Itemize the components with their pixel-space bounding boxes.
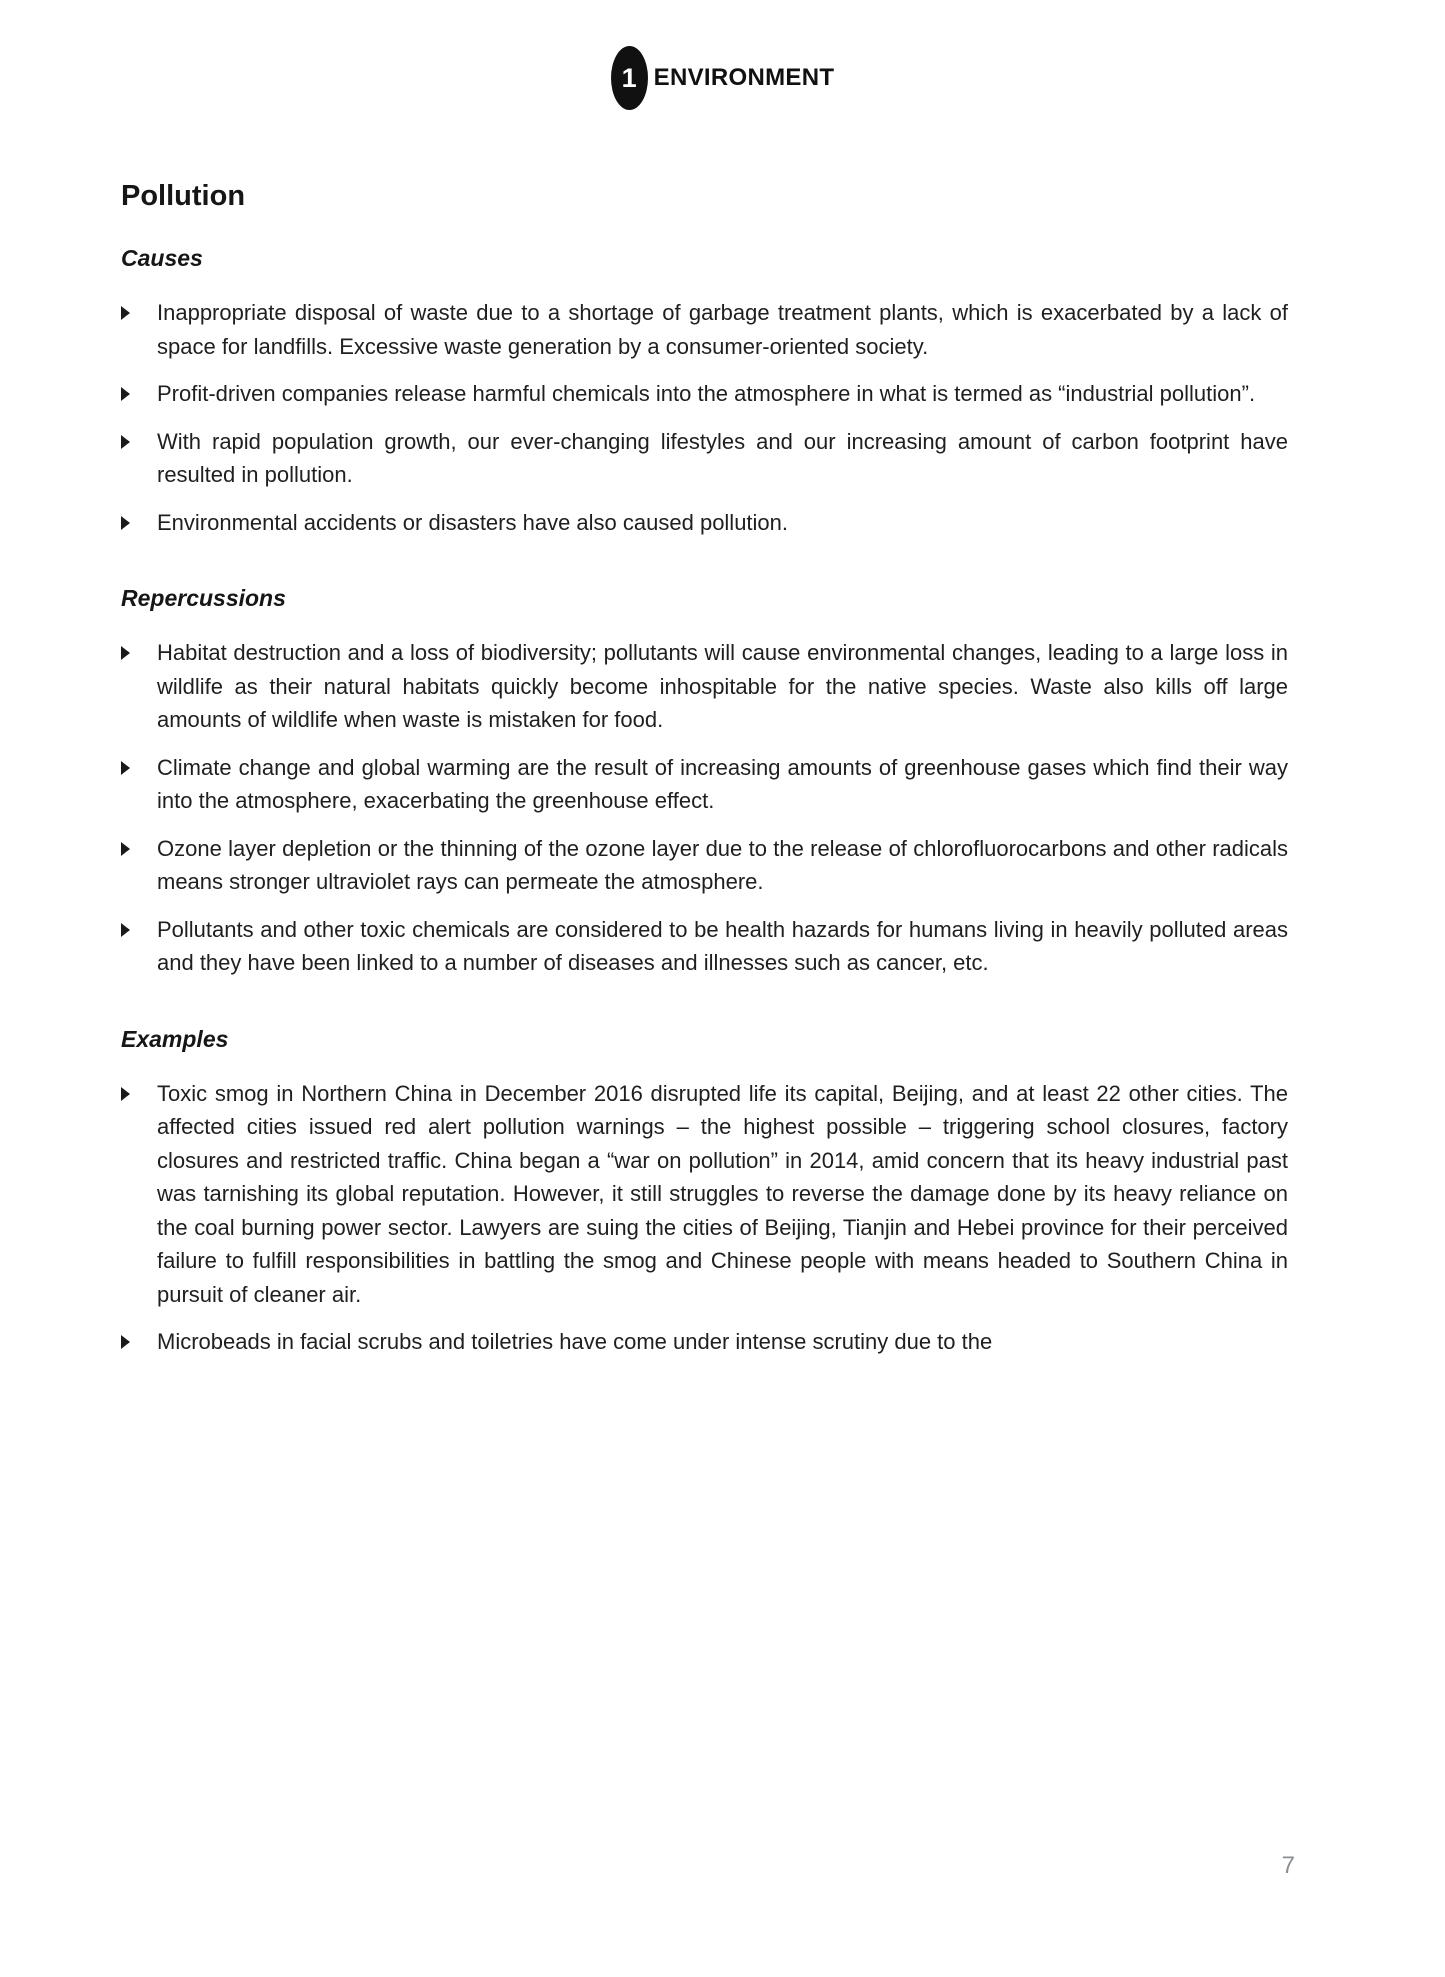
bullet-text: Microbeads in facial scrubs and toiletries have come under intense scrutiny due to the bbox=[157, 1329, 993, 1354]
bullet-text: With rapid population growth, our ever-changing lifestyles and our increasing amount of carbon footprint have resulted in pollution. bbox=[157, 428, 1288, 487]
triangle-bullet-icon bbox=[121, 761, 130, 775]
bullet-text: Climate change and global warming are the result of increasing amounts of greenhouse gases which find their way into the atmosphere, exacerbating the greenhouse effect. bbox=[157, 754, 1288, 813]
chapter-number-badge bbox=[611, 46, 648, 110]
triangle-bullet-icon bbox=[121, 435, 130, 449]
triangle-bullet-icon bbox=[121, 646, 130, 660]
bullet-text: Profit-driven companies release harmful chemicals into the atmosphere in what is termed as “industrial pollution”. bbox=[157, 381, 1256, 406]
bullet-text: Inappropriate disposal of waste due to a shortage of garbage treatment plants, which is exacerbated by a lack of space for landfills. Excessive waste generation by a consumer-oriented society. bbox=[157, 300, 1288, 359]
chapter-title: ENVIRONMENT bbox=[653, 64, 835, 91]
triangle-bullet-icon bbox=[121, 387, 130, 401]
bullet-item bbox=[121, 1077, 1288, 1312]
triangle-bullet-icon bbox=[121, 842, 130, 856]
bullet-item bbox=[121, 377, 1288, 411]
bullet-item bbox=[121, 506, 1288, 540]
chapter-header bbox=[0, 0, 1445, 110]
page-content bbox=[0, 180, 1445, 1359]
bullet-item bbox=[121, 832, 1288, 899]
bullet-item bbox=[121, 1325, 1288, 1359]
triangle-bullet-icon bbox=[121, 923, 130, 937]
bullet-item bbox=[121, 296, 1288, 363]
triangle-bullet-icon bbox=[121, 1335, 130, 1349]
section-heading-causes: Causes bbox=[121, 245, 203, 271]
bullet-text: Ozone layer depletion or the thinning of the ozone layer due to the release of chlorofluorocarbons and other radicals means stronger ultraviolet rays can permeate the atmosphere. bbox=[157, 835, 1288, 894]
chapter-number: 1 bbox=[621, 62, 637, 93]
page-title: Pollution bbox=[121, 180, 246, 212]
bullet-text: Pollutants and other toxic chemicals are considered to be health hazards for humans living in heavily polluted areas and they have been linked to a number of diseases and illnesses such as cancer, etc. bbox=[157, 916, 1288, 975]
bullet-item bbox=[121, 636, 1288, 737]
triangle-bullet-icon bbox=[121, 516, 130, 530]
triangle-bullet-icon bbox=[121, 1087, 130, 1101]
bullet-item bbox=[121, 913, 1288, 980]
page-number: 7 bbox=[1281, 1852, 1295, 1879]
triangle-bullet-icon bbox=[121, 306, 130, 320]
bullet-item bbox=[121, 751, 1288, 818]
bullet-text: Toxic smog in Northern China in December 2016 disrupted life its capital, Beijing, and at least 22 other cities. The affected cities issued red alert pollution warnings – the highest possible – triggering school closures, factory closures and restricted traffic. China began a “war on pollution” in 2014, amid concern that its heavy industrial past was tarnishing its global reputation. However, it still struggles to reverse the damage done by its heavy reliance on the coal burning power sector. Lawyers are suing the cities of Beijing, Tianjin and Hebei province for their perceived failure to fulfill responsibilities in battling the smog and Chinese people with means headed to Southern China in pursuit of cleaner air. bbox=[157, 1080, 1288, 1307]
bullet-text: Habitat destruction and a loss of biodiversity; pollutants will cause environmental changes, leading to a large loss in wildlife as their natural habitats quickly become inhospitable for the native species. Waste also kills off large amounts of wildlife when waste is mistaken for food. bbox=[157, 640, 1288, 732]
section-heading-repercussions: Repercussions bbox=[121, 585, 286, 611]
bullet-item bbox=[121, 425, 1288, 492]
bullet-text: Environmental accidents or disasters have also caused pollution. bbox=[157, 509, 789, 535]
section-heading-examples: Examples bbox=[121, 1025, 229, 1052]
